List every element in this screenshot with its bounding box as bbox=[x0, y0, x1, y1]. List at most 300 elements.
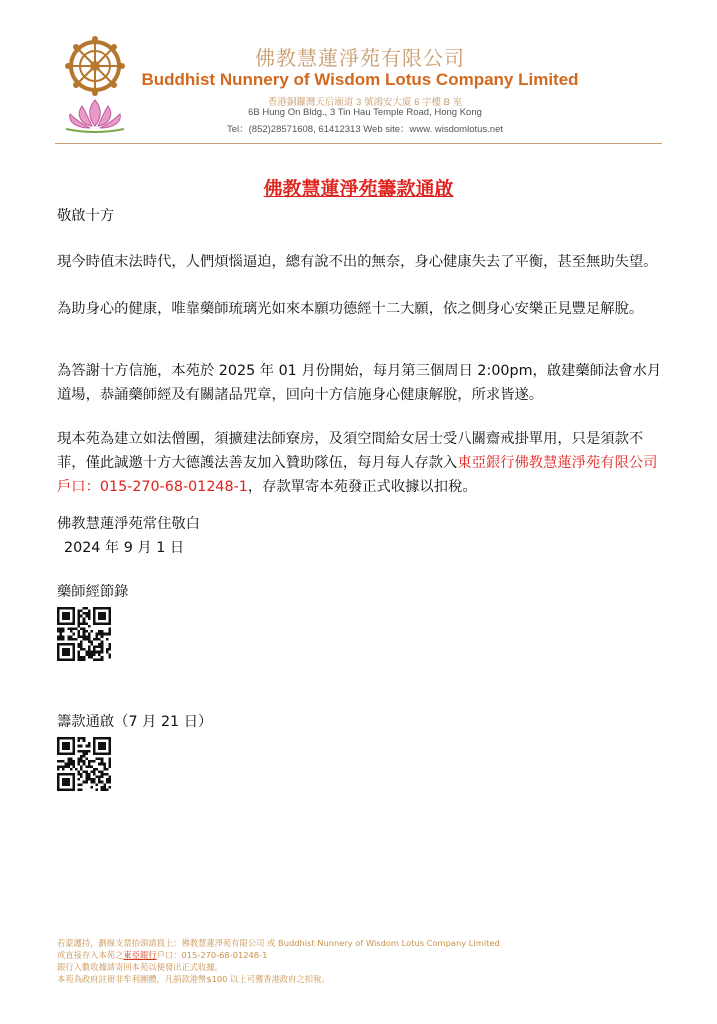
qr-module bbox=[78, 740, 81, 743]
qr-module bbox=[85, 630, 88, 633]
qr-module bbox=[78, 783, 81, 786]
qr-module bbox=[101, 763, 104, 766]
qr-module bbox=[98, 781, 101, 784]
paragraph-4-text: 現本苑為建立如法僧團，須擴建法師寮房，及須空間給女居士受八關齋戒掛單用，只是須款不菲，僅此誠邀十方大德護法善友加入贊助隊伍，每月每人存款入 bbox=[57, 431, 644, 471]
qr-module bbox=[85, 615, 88, 618]
qr-module bbox=[96, 788, 99, 791]
qr-module bbox=[60, 630, 63, 633]
qr-finder-pattern bbox=[62, 612, 70, 620]
qr-module bbox=[80, 615, 83, 618]
qr-module bbox=[72, 760, 75, 763]
qr-module bbox=[70, 635, 73, 638]
qr-module bbox=[101, 758, 104, 761]
qr-module bbox=[98, 630, 101, 633]
qr-module bbox=[88, 617, 91, 620]
qr-module bbox=[93, 648, 96, 651]
qr-module bbox=[108, 781, 111, 784]
qr-module bbox=[108, 656, 111, 659]
qr-module bbox=[98, 638, 101, 641]
qr-module bbox=[78, 643, 81, 646]
qr-module bbox=[85, 752, 88, 755]
qr-module bbox=[88, 656, 91, 659]
qr-module bbox=[98, 758, 101, 761]
qr-finder-pattern bbox=[62, 742, 70, 750]
qr-module bbox=[103, 773, 106, 776]
qr-module bbox=[85, 773, 88, 776]
qr-module bbox=[101, 656, 104, 659]
signature-date: 2024 年 9 月 1 日 bbox=[64, 540, 185, 556]
qr-module bbox=[85, 765, 88, 768]
qr-code-sutra[interactable] bbox=[57, 607, 111, 661]
qr-module bbox=[78, 615, 81, 618]
qr-module bbox=[62, 635, 65, 638]
qr-module bbox=[83, 770, 86, 773]
qr-module bbox=[85, 781, 88, 784]
footer-line-4: 本苑為政府註冊非牟利團體，凡捐款港幣$100 以上可獲香港政府之扣稅。 bbox=[57, 974, 330, 984]
footer-line-3: 銀行入數收據請寄回本苑以便發出正式收據。 bbox=[57, 962, 223, 972]
qr-module bbox=[98, 763, 101, 766]
qr-module bbox=[101, 781, 104, 784]
qr-module bbox=[62, 638, 65, 641]
qr-module bbox=[101, 643, 104, 646]
qr-module bbox=[88, 778, 91, 781]
qr-module bbox=[106, 781, 109, 784]
qr-module bbox=[85, 607, 88, 610]
qr-module bbox=[101, 770, 104, 773]
qr-module bbox=[88, 773, 91, 776]
qr-module bbox=[70, 760, 73, 763]
qr-module bbox=[90, 630, 93, 633]
qr-module bbox=[93, 760, 96, 763]
qr-module bbox=[90, 643, 93, 646]
qr-module bbox=[83, 638, 86, 641]
qr-module bbox=[88, 742, 91, 745]
footer-note bbox=[57, 937, 657, 985]
qr-module bbox=[88, 640, 91, 643]
qr-module bbox=[101, 776, 104, 779]
qr-module bbox=[88, 625, 91, 628]
qr-module bbox=[108, 633, 111, 636]
qr-module bbox=[78, 653, 81, 656]
qr-module bbox=[80, 656, 83, 659]
qr-module bbox=[88, 763, 91, 766]
qr-module bbox=[83, 612, 86, 615]
qr-module bbox=[75, 628, 78, 631]
qr-module bbox=[57, 630, 60, 633]
qr-module bbox=[90, 781, 93, 784]
qr-module bbox=[72, 628, 75, 631]
qr-module bbox=[78, 622, 81, 625]
qr-module bbox=[78, 745, 81, 748]
qr-module bbox=[106, 651, 109, 654]
qr-module bbox=[98, 776, 101, 779]
qr-code-appeal[interactable] bbox=[57, 737, 111, 791]
company-name-chinese: 佛教慧蓮淨苑有限公司 bbox=[255, 46, 465, 70]
qr-module bbox=[78, 770, 81, 773]
qr-module bbox=[70, 638, 73, 641]
qr-module bbox=[80, 635, 83, 638]
qr-module bbox=[83, 750, 86, 753]
qr-module bbox=[70, 763, 73, 766]
qr-module bbox=[101, 786, 104, 789]
qr-module bbox=[83, 763, 86, 766]
qr-module bbox=[62, 765, 65, 768]
qr-module bbox=[72, 633, 75, 636]
qr-code-icon[interactable] bbox=[57, 607, 111, 661]
qr-module bbox=[80, 765, 83, 768]
qr-module bbox=[88, 615, 91, 618]
qr-module bbox=[88, 653, 91, 656]
qr-module bbox=[90, 640, 93, 643]
footer-line-2 bbox=[57, 949, 657, 961]
qr-module bbox=[62, 768, 65, 771]
qr-module bbox=[80, 768, 83, 771]
qr-module bbox=[101, 633, 104, 636]
qr-module bbox=[98, 643, 101, 646]
qr-module bbox=[106, 778, 109, 781]
qr-module bbox=[62, 760, 65, 763]
qr-module bbox=[80, 628, 83, 631]
qr-module bbox=[90, 653, 93, 656]
qr-module bbox=[93, 770, 96, 773]
qr-module bbox=[85, 638, 88, 641]
qr-module bbox=[90, 651, 93, 654]
qr-finder-pattern bbox=[98, 742, 106, 750]
qr-module bbox=[108, 630, 111, 633]
qr-module bbox=[78, 610, 81, 613]
qr-module bbox=[106, 633, 109, 636]
qr-module bbox=[103, 788, 106, 791]
qr-module bbox=[83, 635, 86, 638]
qr-module bbox=[78, 788, 81, 791]
qr-module bbox=[96, 638, 99, 641]
qr-module bbox=[70, 758, 73, 761]
qr-module bbox=[101, 651, 104, 654]
qr-module bbox=[88, 765, 91, 768]
qr-module bbox=[83, 760, 86, 763]
qr-module bbox=[101, 788, 104, 791]
qr-module bbox=[72, 763, 75, 766]
qr-module bbox=[85, 635, 88, 638]
qr-module bbox=[108, 765, 111, 768]
qr-module bbox=[85, 622, 88, 625]
qr-module bbox=[88, 633, 91, 636]
qr-module bbox=[93, 651, 96, 654]
qr-module bbox=[83, 656, 86, 659]
company-name-english: Buddhist Nunnery of Wisdom Lotus Company Limited bbox=[141, 70, 579, 89]
qr-module bbox=[80, 610, 83, 613]
qr-module bbox=[103, 765, 106, 768]
qr-module bbox=[67, 638, 70, 641]
qr-module bbox=[78, 633, 81, 636]
paragraph-4 bbox=[57, 427, 667, 499]
qr-module bbox=[96, 646, 99, 649]
qr-module bbox=[62, 630, 65, 633]
qr-module bbox=[85, 750, 88, 753]
qr-module bbox=[101, 640, 104, 643]
qr-module bbox=[88, 612, 91, 615]
qr-module bbox=[80, 776, 83, 779]
qr-module bbox=[90, 765, 93, 768]
qr-module bbox=[83, 752, 86, 755]
signature-name: 佛教慧蓮淨苑常住敬白 bbox=[57, 516, 200, 532]
qr-module bbox=[108, 648, 111, 651]
qr-module bbox=[83, 630, 86, 633]
footer-bank: 東亞銀行 bbox=[123, 950, 157, 960]
qr-module bbox=[80, 760, 83, 763]
qr-module bbox=[78, 758, 81, 761]
dharma-wheel-lotus-icon bbox=[52, 36, 138, 136]
qr-code-icon[interactable] bbox=[57, 737, 111, 791]
qr-module bbox=[88, 745, 91, 748]
qr-module bbox=[85, 745, 88, 748]
qr-module bbox=[67, 763, 70, 766]
qr-module bbox=[96, 768, 99, 771]
qr-module bbox=[108, 763, 111, 766]
qr-module bbox=[83, 617, 86, 620]
qr-module bbox=[85, 778, 88, 781]
qr-module bbox=[83, 781, 86, 784]
qr-finder-pattern bbox=[62, 648, 70, 656]
qr-module bbox=[88, 776, 91, 779]
qr-module bbox=[88, 760, 91, 763]
qr-module bbox=[57, 765, 60, 768]
qr-module bbox=[85, 653, 88, 656]
qr-module bbox=[85, 758, 88, 761]
qr-module bbox=[98, 651, 101, 654]
qr-module bbox=[80, 646, 83, 649]
qr-module bbox=[67, 760, 70, 763]
qr-module bbox=[83, 740, 86, 743]
qr-module bbox=[93, 638, 96, 641]
qr-module bbox=[83, 658, 86, 661]
qr-module bbox=[106, 648, 109, 651]
qr-module bbox=[70, 628, 73, 631]
qr-module bbox=[88, 635, 91, 638]
qr-module bbox=[60, 765, 63, 768]
qr-module bbox=[88, 651, 91, 654]
address-english: 6B Hung On Bldg., 3 Tin Hau Temple Road, Hong Kong bbox=[248, 107, 482, 118]
qr-module bbox=[108, 776, 111, 779]
qr-module bbox=[83, 755, 86, 758]
qr-module bbox=[78, 617, 81, 620]
qr-module bbox=[93, 768, 96, 771]
qr-module bbox=[93, 773, 96, 776]
qr-module bbox=[65, 765, 68, 768]
qr-module bbox=[78, 737, 81, 740]
qr-module bbox=[98, 778, 101, 781]
qr-module bbox=[88, 638, 91, 641]
qr-module bbox=[88, 648, 91, 651]
qr-module bbox=[78, 656, 81, 659]
qr-module bbox=[90, 656, 93, 659]
qr-label-sutra: 藥師經節錄 bbox=[57, 584, 129, 600]
qr-module bbox=[106, 768, 109, 771]
qr-module bbox=[72, 638, 75, 641]
qr-module bbox=[83, 607, 86, 610]
qr-module bbox=[62, 628, 65, 631]
footer-account: 戶口：015-270-68-01248-1 bbox=[156, 950, 268, 960]
qr-module bbox=[78, 630, 81, 633]
qr-module bbox=[103, 786, 106, 789]
qr-module bbox=[103, 633, 106, 636]
qr-module bbox=[65, 763, 68, 766]
qr-module bbox=[108, 786, 111, 789]
qr-module bbox=[80, 643, 83, 646]
qr-module bbox=[78, 651, 81, 654]
qr-module bbox=[78, 658, 81, 661]
qr-module bbox=[70, 630, 73, 633]
qr-module bbox=[93, 653, 96, 656]
qr-module bbox=[108, 643, 111, 646]
qr-module bbox=[78, 646, 81, 649]
qr-module bbox=[96, 635, 99, 638]
letter-title: 佛教慧蓮淨苑籌款通啟 bbox=[263, 178, 454, 200]
qr-module bbox=[60, 760, 63, 763]
qr-module bbox=[101, 773, 104, 776]
qr-module bbox=[85, 651, 88, 654]
qr-module bbox=[80, 640, 83, 643]
qr-module bbox=[83, 737, 86, 740]
qr-module bbox=[60, 635, 63, 638]
qr-module bbox=[80, 773, 83, 776]
paragraph-4-tail: ，存款單寄本苑發正式收據以扣稅。 bbox=[247, 479, 477, 495]
qr-module bbox=[57, 628, 60, 631]
qr-module bbox=[101, 648, 104, 651]
qr-module bbox=[101, 635, 104, 638]
qr-module bbox=[80, 750, 83, 753]
qr-module bbox=[83, 622, 86, 625]
qr-module bbox=[101, 760, 104, 763]
qr-module bbox=[108, 778, 111, 781]
qr-module bbox=[57, 638, 60, 641]
header-divider bbox=[55, 143, 662, 144]
qr-module bbox=[108, 653, 111, 656]
qr-module bbox=[96, 658, 99, 661]
qr-module bbox=[80, 745, 83, 748]
greeting: 敬啟十方 bbox=[57, 208, 115, 224]
qr-module bbox=[78, 760, 81, 763]
qr-module bbox=[106, 773, 109, 776]
qr-module bbox=[80, 783, 83, 786]
qr-module bbox=[78, 612, 81, 615]
qr-module bbox=[93, 781, 96, 784]
qr-module bbox=[90, 770, 93, 773]
qr-module bbox=[96, 651, 99, 654]
qr-module bbox=[93, 778, 96, 781]
qr-module bbox=[78, 763, 81, 766]
qr-module bbox=[93, 646, 96, 649]
qr-finder-pattern bbox=[62, 778, 70, 786]
footer-line-2-text: 或直接存入本苑之 bbox=[57, 950, 124, 960]
company-logo bbox=[52, 36, 138, 136]
qr-module bbox=[85, 612, 88, 615]
qr-module bbox=[67, 635, 70, 638]
qr-module bbox=[101, 658, 104, 661]
qr-module bbox=[83, 648, 86, 651]
qr-module bbox=[101, 630, 104, 633]
qr-module bbox=[60, 633, 63, 636]
qr-module bbox=[75, 768, 78, 771]
qr-module bbox=[93, 658, 96, 661]
qr-module bbox=[106, 638, 109, 641]
qr-module bbox=[80, 758, 83, 761]
qr-finder-pattern bbox=[98, 612, 106, 620]
paragraph-1: 現今時值末法時代，人們煩惱逼迫，總有說不出的無奈，身心健康失去了平衡，甚至無助失望。 bbox=[57, 254, 658, 270]
qr-module bbox=[80, 648, 83, 651]
qr-module bbox=[83, 620, 86, 623]
qr-module bbox=[85, 770, 88, 773]
qr-module bbox=[80, 755, 83, 758]
paragraph-3: 為答謝十方信施，本苑於 2025 年 01 月份開始，每月第三個周日 2:00pm，啟建藥師法會水月道場，恭誦藥師經及有關諸品咒章，回向十方信施身心健康解脫，所求皆遂。 bbox=[57, 363, 662, 403]
qr-module bbox=[78, 778, 81, 781]
qr-module bbox=[90, 760, 93, 763]
qr-module bbox=[80, 658, 83, 661]
address-chinese: 香港銅鑼灣天后廟道 3 號鴻安大廈 6 字樓 B 室 bbox=[267, 97, 463, 108]
qr-module bbox=[85, 776, 88, 779]
qr-module bbox=[67, 628, 70, 631]
qr-module bbox=[98, 658, 101, 661]
qr-module bbox=[96, 776, 99, 779]
qr-module bbox=[101, 646, 104, 649]
qr-module bbox=[90, 786, 93, 789]
qr-module bbox=[88, 646, 91, 649]
qr-module bbox=[106, 788, 109, 791]
qr-module bbox=[75, 638, 78, 641]
qr-module bbox=[78, 620, 81, 623]
qr-module bbox=[72, 765, 75, 768]
qr-module bbox=[108, 646, 111, 649]
qr-module bbox=[108, 760, 111, 763]
qr-module bbox=[78, 625, 81, 628]
qr-module bbox=[78, 635, 81, 638]
qr-module bbox=[98, 646, 101, 649]
qr-module bbox=[80, 622, 83, 625]
qr-module bbox=[80, 788, 83, 791]
qr-module bbox=[83, 628, 86, 631]
qr-module bbox=[57, 768, 60, 771]
qr-module bbox=[78, 750, 81, 753]
qr-module bbox=[83, 633, 86, 636]
qr-module bbox=[96, 633, 99, 636]
qr-module bbox=[88, 750, 91, 753]
qr-module bbox=[70, 768, 73, 771]
qr-module bbox=[80, 737, 83, 740]
qr-module bbox=[57, 635, 60, 638]
footer-line-1: 若蒙護持，劃線支票抬頭請寫上：佛教慧蓮淨苑有限公司 或 Buddhist Nunnery of Wisdom Lotus Company Limited bbox=[57, 938, 500, 948]
qr-label-appeal: 籌款通啟（7 月 21 日） bbox=[57, 714, 213, 730]
paragraph-2: 為助身心的健康，唯靠藥師琉璃光如來本願功德經十二大願，依之側身心安樂正見豐足解脫。 bbox=[57, 301, 644, 317]
qr-module bbox=[67, 765, 70, 768]
qr-module bbox=[103, 783, 106, 786]
qr-module bbox=[67, 758, 70, 761]
contact-line: Tel：(852)28571608, 61412313 Web site：www. wisdomlotus.net bbox=[226, 124, 503, 135]
qr-module bbox=[57, 760, 60, 763]
bank-account: 東亞銀行佛教慧蓮淨苑有限公司戶口：015-270-68-01248-1 bbox=[57, 455, 658, 495]
qr-module bbox=[96, 783, 99, 786]
qr-module bbox=[108, 758, 111, 761]
qr-module bbox=[78, 773, 81, 776]
qr-module bbox=[60, 638, 63, 641]
qr-module bbox=[98, 770, 101, 773]
qr-module bbox=[103, 768, 106, 771]
qr-module bbox=[88, 610, 91, 613]
qr-module bbox=[98, 653, 101, 656]
qr-module bbox=[108, 628, 111, 631]
qr-module bbox=[60, 628, 63, 631]
qr-module bbox=[98, 633, 101, 636]
qr-module bbox=[103, 763, 106, 766]
